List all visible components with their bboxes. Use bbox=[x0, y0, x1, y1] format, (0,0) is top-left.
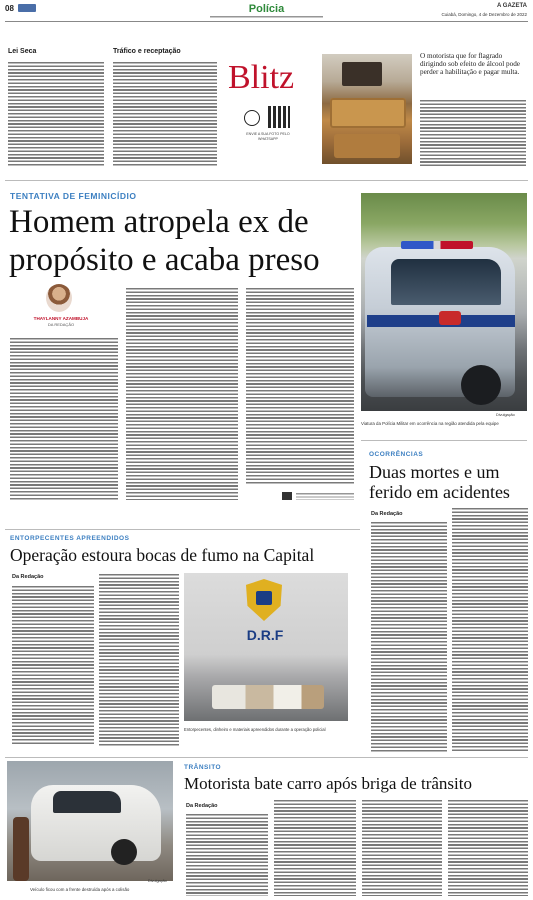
dre-sign: D.R.F bbox=[246, 627, 284, 643]
header-rule bbox=[5, 21, 528, 22]
story1-col3 bbox=[246, 288, 354, 484]
page-number: 08 bbox=[5, 4, 14, 13]
story1-footnote bbox=[296, 493, 354, 500]
story4-byline: Da Redação bbox=[186, 803, 218, 809]
story4-col2 bbox=[274, 800, 356, 896]
divider bbox=[361, 440, 527, 441]
top-strip bbox=[0, 40, 533, 172]
section-title: Polícia bbox=[248, 3, 285, 15]
story3-col1 bbox=[12, 586, 94, 746]
story2-byline: Da Redação bbox=[371, 511, 403, 517]
story4-photo-credit: Divulgação bbox=[148, 879, 167, 883]
story3-headline: Operação estoura bocas de fumo na Capital bbox=[10, 545, 315, 565]
story4-headline: Motorista bate carro após briga de trânsito bbox=[184, 774, 472, 793]
brand-name: A GAZETA bbox=[497, 3, 527, 9]
blitz-title: Blitz bbox=[228, 59, 295, 96]
blitz-subtitle: ENVIE A SUA FOTO PELO WHATSAPP bbox=[246, 132, 290, 141]
story1-photo-caption: Viatura da Polícia Militar em ocorrência na região atendida pela equipe bbox=[361, 421, 499, 426]
story2-headline-line1: Duas mortes e um bbox=[369, 462, 500, 482]
right-col-lead: O motorista que for flagrado dirigindo sob efeito de álcool pode perder a habilitação e pagar multa. bbox=[420, 52, 521, 76]
story3-photo bbox=[184, 573, 348, 721]
right-col-text bbox=[420, 100, 526, 166]
blitz-photo-item bbox=[334, 134, 400, 158]
blitz-photo-item bbox=[342, 62, 382, 86]
story2-col1 bbox=[371, 522, 447, 752]
car-window bbox=[53, 791, 121, 813]
story2-kicker: OCORRÊNCIAS bbox=[369, 451, 424, 458]
story1-kicker: TENTATIVA DE FEMINICÍDIO bbox=[10, 191, 137, 201]
police-car-wheel bbox=[461, 365, 501, 405]
story3-byline: Da Redação bbox=[12, 574, 44, 580]
person-legs bbox=[13, 817, 29, 881]
qr-code-icon bbox=[268, 106, 290, 128]
divider bbox=[5, 180, 528, 181]
story4-kicker: TRÂNSITO bbox=[184, 764, 222, 771]
story2-headline bbox=[369, 462, 529, 502]
col1-title: Lei Seca bbox=[8, 48, 37, 55]
col1-text bbox=[8, 62, 104, 166]
story3-photo-caption: Entorpecentes, dinheiro e materiais apreendidos durante a operação policial bbox=[184, 727, 326, 732]
story2-col2 bbox=[452, 508, 528, 752]
story4-col1 bbox=[186, 814, 268, 896]
qr-code-icon bbox=[282, 492, 292, 500]
story1-col2 bbox=[126, 288, 238, 500]
story1-photo-credit: Divulgação bbox=[496, 413, 515, 417]
badge-emblem bbox=[256, 591, 272, 605]
divider bbox=[5, 529, 360, 530]
story4-photo-caption: Veículo ficou com a frente destruída após a colisão bbox=[30, 887, 130, 892]
story1-headline-line1: Homem atropela ex de bbox=[9, 204, 309, 240]
story1-headline-line2: propósito e acaba preso bbox=[9, 242, 320, 278]
police-car-siren bbox=[401, 241, 473, 249]
divider bbox=[5, 757, 528, 758]
page-date: Cuiabá, Domingo, 4 de Dezembro de 2022 bbox=[441, 12, 527, 17]
seized-items bbox=[212, 685, 324, 709]
author-avatar bbox=[46, 284, 72, 312]
car-wheel bbox=[111, 839, 137, 865]
page-header bbox=[0, 0, 533, 22]
header-subline bbox=[210, 16, 323, 19]
story1-headline bbox=[9, 203, 359, 279]
story4-photo bbox=[7, 761, 173, 881]
col2-text bbox=[113, 62, 217, 166]
story4-col3 bbox=[362, 800, 442, 896]
story3-kicker: ENTORPECENTES APREENDIDOS bbox=[10, 535, 130, 542]
story2-headline-line2: ferido em acidentes bbox=[369, 482, 510, 502]
author-name: THAYLANNY AZAMBUJA bbox=[33, 316, 89, 321]
story1-photo bbox=[361, 193, 527, 411]
whatsapp-icon bbox=[244, 110, 260, 126]
story3-col2 bbox=[99, 574, 179, 746]
author-role: DA REDAÇÃO bbox=[47, 322, 75, 327]
blitz-photo bbox=[322, 54, 412, 164]
story1-col1 bbox=[10, 338, 118, 500]
police-car-windshield bbox=[391, 259, 501, 305]
col2-title: Tráfico e receptação bbox=[113, 48, 181, 55]
story4-col4 bbox=[448, 800, 528, 896]
police-car-light bbox=[439, 311, 461, 325]
blitz-photo-item bbox=[330, 98, 406, 128]
